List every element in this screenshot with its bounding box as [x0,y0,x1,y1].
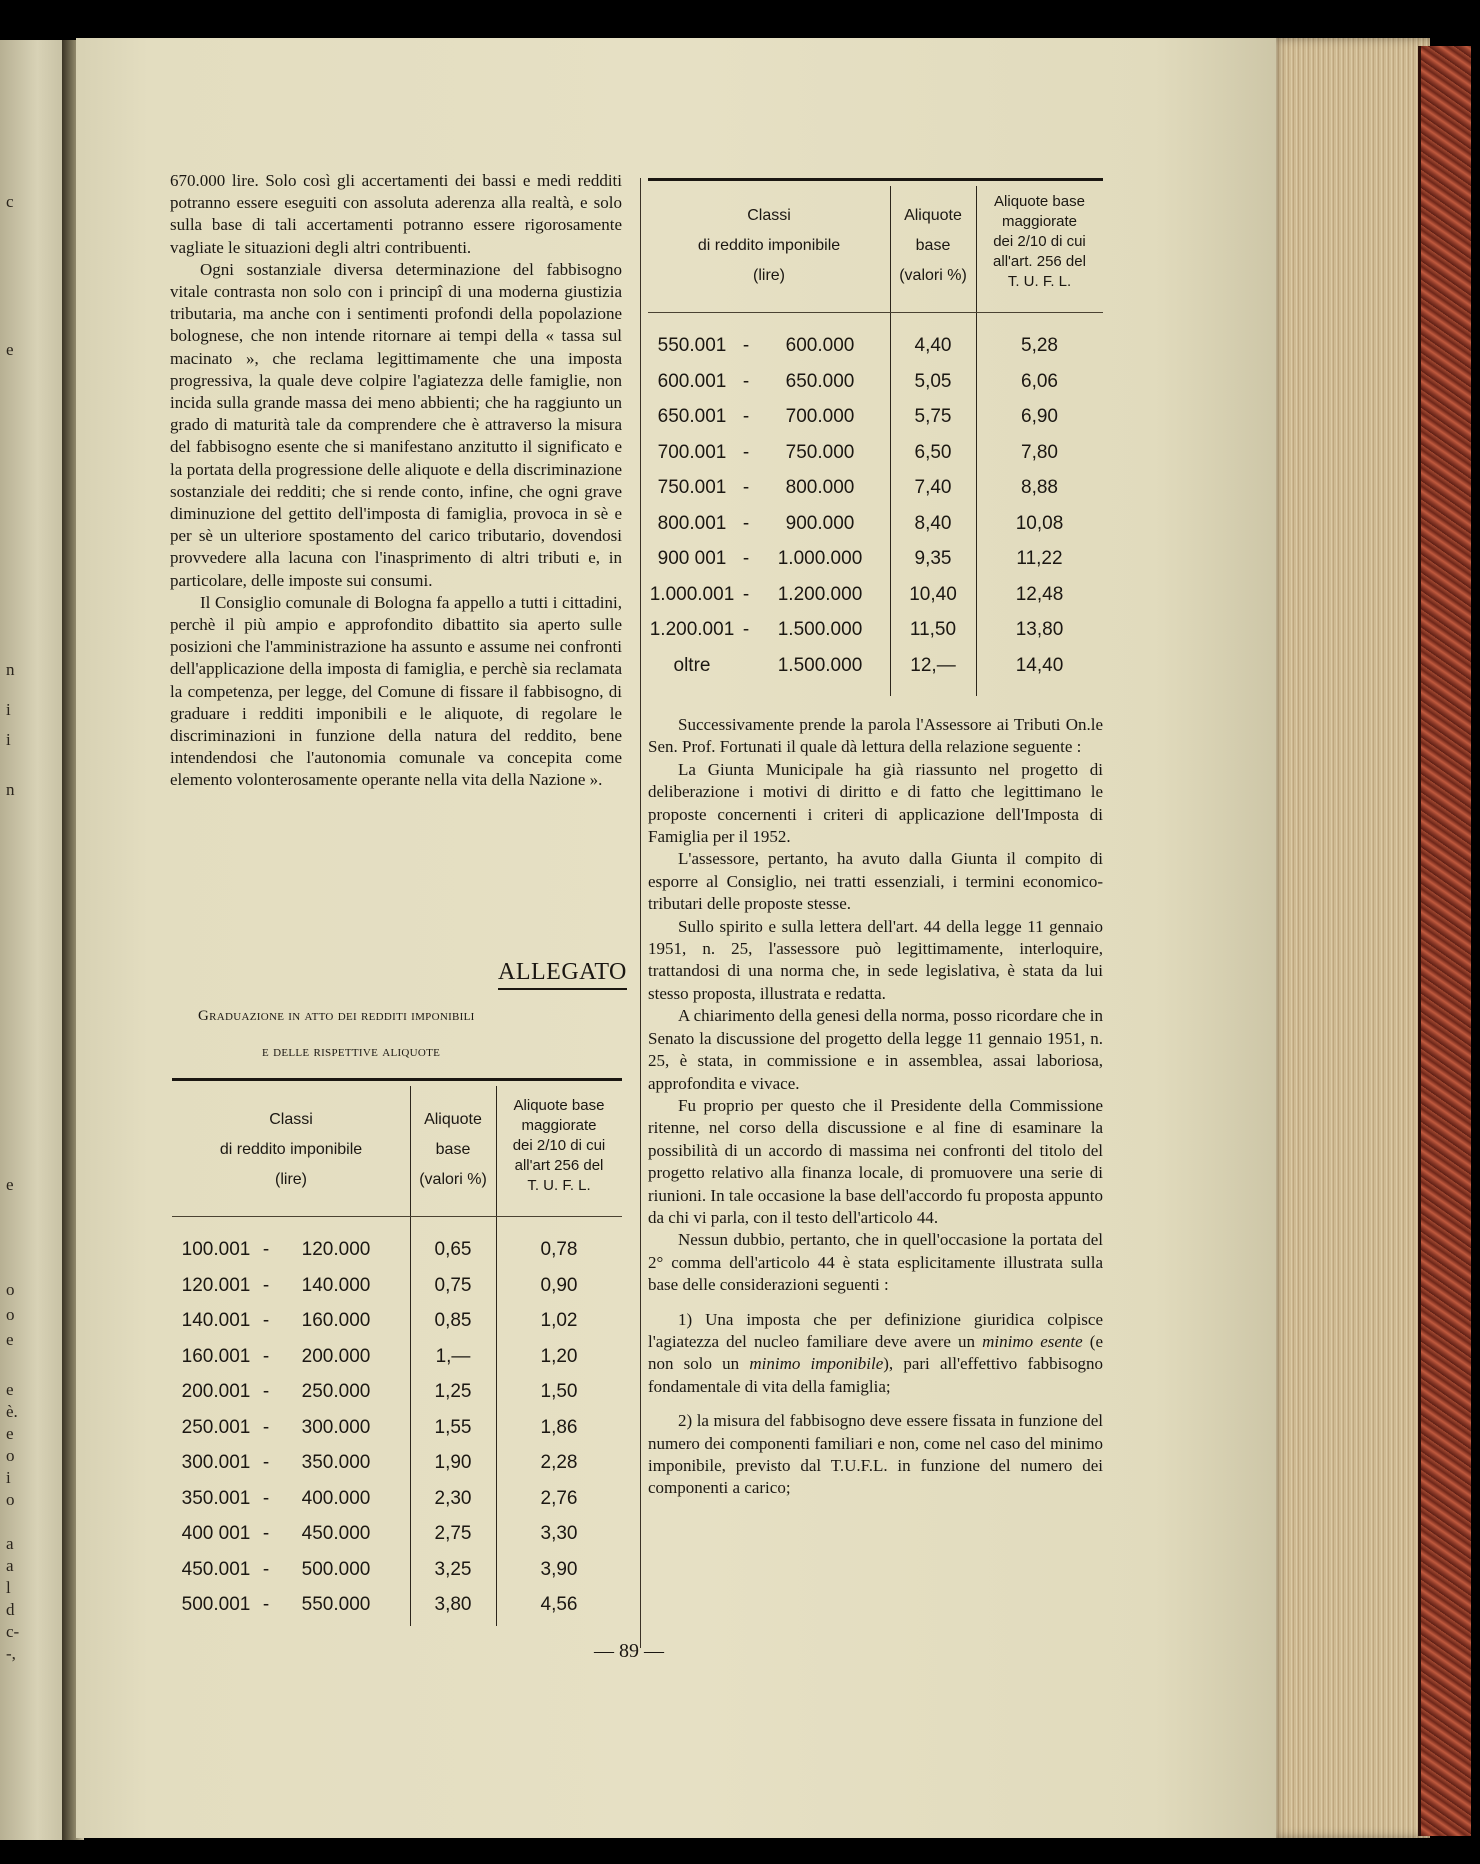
header-line: Aliquote base [994,193,1085,210]
cell-from: 200.001 [181,1381,251,1402]
cell-magg: 7,80 [1021,441,1058,463]
header-line: base [435,1141,471,1158]
marbled-book-cover [1418,46,1471,1836]
cell-dash: - [742,619,750,640]
header-aliquote-base [410,1108,496,1192]
cell-magg: 14,40 [1015,654,1064,676]
paragraph-point-1 [648,1309,1103,1399]
text-run: (e non solo un [648,1331,1104,1374]
cell-to: 650.000 [785,370,855,392]
paragraph: La Giunta Municipale ha già riassunto nel progetto di deliberazione i motivi di diritto e di fatto che legittimano le proposte concernenti i criteri di applicazione dell'Imposta di Famiglia per il 1952. [648,759,1103,847]
cell-base: 0,75 [434,1274,472,1296]
prev-page-letter: a [6,1556,14,1575]
paragraph: Successivamente prende la parola l'Assessore ai Tributi On.le Sen. Prof. Fortunati il quale dà lettura della relazione seguente : [648,715,1103,757]
cell-to: 350.000 [301,1452,371,1473]
prev-page-letter: è. [6,1402,18,1421]
cell-base: 7,40 [914,477,952,498]
cell-base: 1,55 [434,1416,472,1438]
table-header-rule [648,312,1103,313]
cell-from: 900 001 [657,548,727,569]
header-line: all'art 256 del [514,1157,604,1174]
cell-magg: 2,76 [540,1487,578,1509]
cell-magg: 12,48 [1015,583,1064,605]
cell-base: 2,75 [434,1523,472,1544]
cell-from: 450.001 [181,1558,251,1580]
cell-from: 1.000.001 [649,583,735,605]
cell-to: 140.000 [301,1274,371,1296]
cell-to: 160.000 [301,1310,371,1331]
header-aliquote-maggiorate [976,192,1103,292]
table-row [172,1481,622,1516]
page-number: — 89 — [594,1640,664,1662]
prev-page-letter: i [6,1468,11,1487]
prev-page-letter: o [6,1280,15,1299]
cell-from: 300.001 [181,1452,251,1473]
table-row [172,1445,622,1480]
cell-dash: - [742,406,750,427]
prev-page-letter: a [6,1534,14,1553]
prev-page-letter: c- [6,1622,20,1641]
cell-base: 2,30 [434,1487,472,1509]
cell-to: 1.500.000 [777,654,863,676]
text-run: 1) Una imposta che per definizione giuridica colpisce l'agiatezza del nucleo familiare deve avere un [648,1309,1103,1351]
cell-dash: - [742,512,750,534]
cell-base: 11,50 [909,619,957,640]
header-line: Classi [747,207,791,224]
cell-magg: 5,28 [1021,335,1058,356]
cell-from: 350.001 [181,1487,251,1509]
header-line: Aliquote [904,207,962,224]
prev-page-letter: e [6,1330,14,1349]
cell-base: 3,25 [434,1558,472,1580]
table-row [648,364,1103,399]
book-page-edges [1270,38,1430,1838]
table-row [172,1374,622,1409]
cell-base: 5,05 [914,370,952,392]
cell-dash: - [262,1416,270,1438]
paragraph-point-2: 2) la misura del fabbisogno deve essere fissata in funzione del numero dei componenti familiari e non, come nel caso del minimo imponibile, previsto dal T.U.F.L. in funzione del numero dei componenti a carico; [648,1411,1103,1498]
prev-page-letter: i [6,730,11,749]
cell-to: 400.000 [301,1487,371,1509]
table-row [648,328,1103,363]
cell-dash: - [262,1274,270,1296]
cell-dash: - [742,548,750,569]
cell-from: 100.001 [181,1239,251,1260]
text-run: ), pari all'effettivo fabbisogno fondamentale di vita della famiglia; [648,1354,1104,1396]
prev-page-letter: -, [6,1644,16,1663]
cell-to: 120.000 [301,1239,371,1260]
table-row [648,648,1103,683]
cell-magg: 11,22 [1016,548,1063,569]
cell-to: 600.000 [785,335,855,356]
cell-to: 800.000 [785,477,855,498]
cell-base: 0,85 [434,1310,472,1331]
cell-dash: - [262,1487,270,1509]
cell-dash: - [742,441,750,463]
table-top-rule [172,1078,622,1081]
cell-dash: - [262,1594,270,1615]
cell-magg: 3,90 [540,1558,578,1580]
allegato-heading: ALLEGATO [498,958,627,990]
italic-term: minimo imponibile [749,1354,884,1374]
header-line: (lire) [753,267,785,284]
cell-from: oltre [673,654,711,676]
header-line: di reddito imponibile [697,237,841,254]
cell-to: 500.000 [301,1558,371,1580]
rates-table-right [648,178,1103,698]
paragraph: Sullo spirito e sulla lettera dell'art. 44 della legge 11 gennaio 1951, n. 25, l'assessore può legittimamente, interloquire, trattandosi di una norma che, in sede legislativa, è stata da lui stesso proposta, illustrata e redatta. [648,916,1103,1003]
cell-from: 140.001 [181,1310,251,1331]
header-classi [172,1108,410,1192]
cell-to: 1.200.000 [777,583,863,605]
cell-to: 700.000 [785,406,855,427]
cell-from: 650.001 [657,406,727,427]
italic-term: minimo esente [982,1331,1083,1351]
cell-to: 1.000.000 [777,548,863,569]
cell-to: 250.000 [301,1381,371,1402]
header-classi [648,204,890,288]
table-row [172,1232,622,1267]
cell-base: 8,40 [914,512,952,534]
cell-base: 12,— [910,654,956,676]
cell-base: 9,35 [914,548,952,569]
cell-base: 3,80 [434,1594,472,1615]
graduazione-caption: Graduazione in atto dei redditi imponibili [198,1008,475,1024]
cell-to: 200.000 [301,1345,371,1367]
cell-dash: - [262,1239,270,1260]
cell-to: 300.000 [301,1416,371,1438]
cell-dash: - [262,1310,270,1331]
table-row [172,1303,622,1338]
prev-page-letter: o [6,1446,15,1465]
cell-base: 4,40 [914,335,952,356]
prev-page-letter: n [6,780,15,799]
header-line: all'art. 256 del [993,253,1086,270]
table-row [648,435,1103,470]
paragraph: L'assessore, pertanto, ha avuto dalla Giunta il compito di esporre al Consiglio, nei tratti essenziali, i termini economico-tributari delle proposte stesse. [648,849,1103,914]
header-line: maggiorate [521,1117,597,1134]
cell-base: 1,— [435,1345,471,1367]
prev-page-letter: i [6,700,11,719]
table-row [648,399,1103,434]
paragraph: 670.000 lire. Solo così gli accertamenti dei bassi e medi redditi potranno essere eseguiti con assoluta aderenza alla realtà, e solo sulla base di tali accertamenti potranno essere rigorosamente vagliate le situazioni degli altri contribuenti. [170,171,622,257]
table-row [648,612,1103,647]
cell-magg: 4,56 [540,1594,578,1615]
cell-from: 500.001 [181,1594,251,1615]
cell-dash: - [742,335,750,356]
table-row [648,577,1103,612]
cell-magg: 13,80 [1015,619,1064,640]
cell-magg: 10,08 [1015,512,1064,534]
cell-to: 900.000 [785,512,855,534]
header-line: (valori %) [899,267,967,284]
header-line: base [915,237,951,254]
header-line: di reddito imponibile [219,1141,363,1158]
prev-page-letter: o [6,1490,15,1509]
cell-magg: 1,02 [540,1310,578,1331]
table-top-rule [648,178,1103,181]
cell-dash: - [262,1558,270,1580]
header-line: T. U. F. L. [1007,273,1072,290]
table-row [172,1552,622,1587]
header-line: (lire) [275,1171,307,1188]
header-line: Aliquote [424,1111,482,1128]
cell-magg: 6,06 [1021,370,1058,392]
header-line: dei 2/10 di cui [512,1137,606,1154]
previous-page-edge [0,40,68,1840]
cell-base: 6,50 [914,441,952,463]
graduazione-caption: e delle rispettive aliquote [262,1044,441,1060]
cell-dash: - [262,1345,270,1367]
prev-page-letter: o [6,1305,15,1324]
header-aliquote-maggiorate [496,1096,622,1196]
cell-to: 450.000 [301,1523,371,1544]
header-line: Classi [269,1111,313,1128]
table-row [172,1339,622,1374]
prev-page-letter: e [6,1424,14,1443]
cell-from: 250.001 [181,1416,251,1438]
cell-dash: - [742,477,750,498]
table-row [172,1268,622,1303]
prev-page-letter: c [6,192,14,211]
cell-magg: 6,90 [1021,406,1058,427]
cell-from: 1.200.001 [649,619,735,640]
header-line: (valori %) [419,1171,487,1188]
paragraph: Ogni sostanziale diversa determinazione del fabbisogno vitale contrasta non solo con i principî di una moderna giustizia tributaria, ma anche con i sentimenti profondi della popolazione bolognese, che non intende ritornare ai tempi della « tassa sul macinato », che reclama legittimamente che una imposta progressiva, la quale deve colpire l'agiatezza delle famiglie, non incida sulla grande massa dei meno abbienti; che ha raggiunto un grado di maturità tale da comprendere che è attraverso la misura del fabbisogno esente che si manifestano anzitutto il significato e la portata della progressione delle aliquote e della discriminazione sostanziale dei redditi; che si rende conto, infine, che ogni grave diminuzione del gettito dell'imposta di famiglia, provoca in sè e per sè un ulteriore spostamento del carico tributario, dovendosi provvedere alla lacuna con l'inasprimento di altri tributi e, in particolare, delle imposte sui consumi. [170,259,622,590]
rates-table-left [172,1078,622,1618]
cell-dash: - [262,1523,270,1544]
cell-magg: 3,30 [540,1523,578,1544]
left-column-text [170,170,622,792]
cell-base: 0,65 [434,1239,472,1260]
prev-page-letter: d [6,1600,15,1619]
header-line: maggiorate [1001,213,1078,230]
cell-from: 400 001 [181,1523,251,1544]
table-row [172,1516,622,1551]
cell-magg: 2,28 [540,1452,578,1473]
cell-dash: - [262,1452,270,1473]
paragraph: A chiarimento della genesi della norma, posso ricordare che in Senato la discussione del progetto della legge 11 gennaio 1951, n. 25, è stata, in commissione e in assemblea, assai laboriosa, approfondita e vivace. [648,1006,1103,1093]
cell-magg: 1,20 [540,1345,578,1367]
cell-from: 120.001 [181,1274,251,1296]
cell-magg: 8,88 [1021,477,1058,498]
cell-magg: 1,50 [540,1381,578,1402]
cell-to: 750.000 [785,441,855,463]
cell-from: 700.001 [657,441,727,463]
header-aliquote-base [890,204,976,288]
prev-page-letter: e [6,340,14,359]
cell-from: 600.001 [657,370,727,392]
table-header-rule [172,1216,622,1217]
cell-magg: 0,90 [540,1274,578,1296]
cell-base: 10,40 [909,583,957,605]
table-row [648,541,1103,576]
cell-magg: 1,86 [540,1416,578,1438]
paragraph: Nessun dubbio, pertanto, che in quell'occasione la portata del 2° comma dell'articolo 44 è stata esplicitamente illustrata sulla base delle considerazioni seguenti : [648,1230,1103,1295]
header-line: Aliquote base [513,1097,605,1114]
cell-base: 5,75 [914,406,952,427]
cell-from: 800.001 [657,512,727,534]
header-line: T. U. F. L. [527,1177,591,1194]
cell-to: 550.000 [301,1594,371,1615]
prev-page-letter: e [6,1175,14,1194]
cell-from: 550.001 [657,335,727,356]
right-column-text [648,714,1103,1500]
cell-to: 1.500.000 [777,619,863,640]
prev-page-letter: n [6,660,15,679]
cell-from: 160.001 [181,1345,251,1367]
prev-page-letter: l [6,1578,11,1597]
cell-magg: 0,78 [540,1239,578,1260]
table-row [648,470,1103,505]
paragraph: Il Consiglio comunale di Bologna fa appello a tutti i cittadini, perchè il più ampio e approfondito dibattito sia aperto sulle posizioni che l'amministrazione ha assunto e assume nei confronti dell'applicazione della imposta di famiglia, e perchè sia reclamata la competenza, per legge, del Comune di fissare il fabbisogno, di graduare i redditi imponibili e le aliquote, di regolare le discriminazioni in funzione della natura del reddito, bene intendendosi che l'autonomia comunale va concepita come elemento volonterosamente operante nella vita della Nazione ». [170,592,622,790]
cell-dash: - [742,370,750,392]
cell-base: 1,25 [434,1381,472,1402]
paragraph: Fu proprio per questo che il Presidente della Commissione ritenne, nel corso della discussione e al fine di esaminare la possibilità di un accordo di massima nei confronti del titolo del progetto relativo alla finanza locale, di promuovere una serie di riunioni. In tale occasione la base dell'accordo fu proposta appunto da chi vi parla, con il testo dell'articolo 44. [648,1095,1103,1227]
header-line: dei 2/10 di cui [993,233,1086,250]
column-divider [640,178,641,1648]
table-row [648,506,1103,541]
cell-base: 1,90 [434,1452,472,1473]
table-row [172,1587,622,1622]
cell-from: 750.001 [657,477,727,498]
cell-dash: - [262,1381,270,1402]
cell-dash: - [742,583,750,605]
prev-page-letter: e [6,1380,14,1399]
table-row [172,1410,622,1445]
